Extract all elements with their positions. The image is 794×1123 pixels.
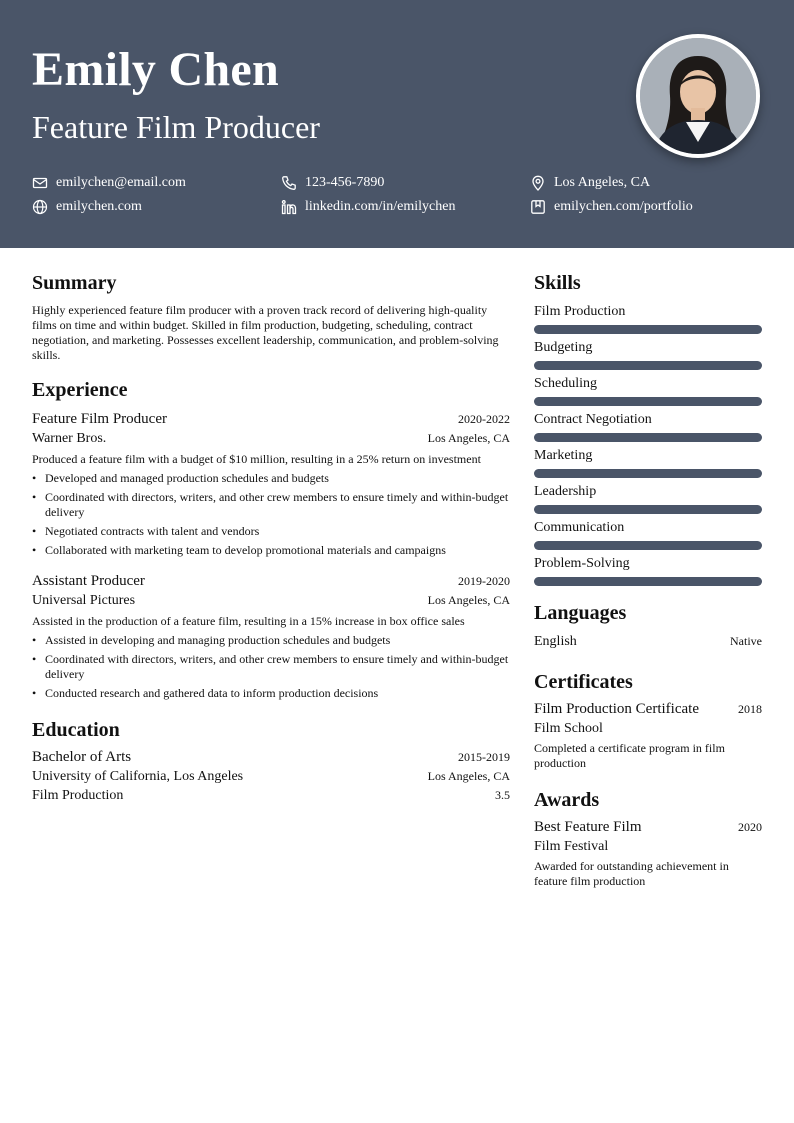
right-column [534,270,762,889]
skill-name: Scheduling [534,376,597,391]
certificate-year: 2018 [738,702,762,716]
job-entry [32,573,510,701]
contact-website[interactable] [32,199,142,215]
language-name: English [534,634,577,649]
skill-level-fill [534,325,762,334]
list-item: • Assisted in developing and managing production schedules and budgets [32,633,510,648]
list-item: • Conducted research and gathered data to inform production decisions [32,686,510,701]
skill-name: Film Production [534,304,626,319]
job-title: Feature Film Producer [32,411,167,427]
contact-portfolio-text: emilychen.com/portfolio [554,199,693,214]
education-dates: 2015-2019 [458,750,510,764]
contact-phone[interactable] [281,175,384,191]
contact-phone-text: 123-456-7890 [305,175,385,190]
skills-list [534,304,762,586]
list-item: • Developed and managed production schedules and budgets [32,471,510,486]
skill-name: Contract Negotiation [534,412,652,427]
skill-level-fill [534,361,762,370]
skill-name: Problem-Solving [534,556,630,571]
skill-level-bar [534,397,762,406]
candidate-title: Feature Film Producer [32,109,320,145]
globe-icon [32,199,48,215]
job-bullets [32,633,510,701]
skill-name: Marketing [534,448,593,463]
job-bullets [32,471,510,558]
skill-level-bar [534,505,762,514]
contact-website-text: emilychen.com [56,199,142,214]
job-company: Universal Pictures [32,593,136,608]
job-dates: 2019-2020 [458,574,510,588]
contact-location-text: Los Angeles, CA [554,175,651,190]
skill-name: Communication [534,520,625,535]
awards-heading: Awards [534,789,600,811]
education-school: University of California, Los Angeles [32,769,244,784]
certificate-description: Completed a certificate program in film production [534,741,725,770]
job-location: Los Angeles, CA [427,593,510,607]
skill-level-fill [534,469,762,478]
experience-section [32,377,510,701]
language-entry [534,634,762,650]
skill-level-fill [534,577,762,586]
education-gpa: 3.5 [495,788,510,802]
summary-heading: Summary [32,272,117,294]
certificates-heading: Certificates [534,671,633,693]
list-item: • Collaborated with marketing team to develop promotional materials and campaigns [32,543,510,558]
awards-section [534,787,762,889]
skill-level-bar [534,469,762,478]
skill-level-fill [534,541,762,550]
certificate-org: Film School [534,721,603,736]
job-entry [32,411,510,558]
summary-text: Highly experienced feature film producer with a proven track record of delivering high-quality films on time and within budget. Skilled in film production, budgeting, scheduling, contract negotiation, and marketing. Possesses excellent leadership, communication, and problem-solving skills. [32,303,499,362]
award-year: 2020 [738,820,762,834]
award-title: Best Feature Film [534,819,642,835]
left-column [32,270,510,804]
list-item: • Coordinated with directors, writers, and other crew members to ensure timely and within-budget delivery [32,652,510,682]
education-heading: Education [32,719,120,741]
portrait-photo-icon [640,38,756,154]
job-title: Assistant Producer [32,573,145,589]
certificate-title: Film Production Certificate [534,701,699,717]
skill-level-bar [534,541,762,550]
award-description: Awarded for outstanding achievement in feature film production [534,859,729,888]
job-company: Warner Bros. [32,431,107,446]
skill-name: Budgeting [534,340,593,355]
job-description: Produced a feature film with a budget of $10 million, resulting in a 25% return on investment [32,452,481,466]
languages-heading: Languages [534,602,627,624]
list-item: • Coordinated with directors, writers, and other crew members to ensure timely and within-budget delivery [32,490,510,520]
education-degree: Bachelor of Arts [32,749,132,765]
location-icon [530,175,546,191]
phone-icon [281,175,297,191]
contact-linkedin-text: linkedin.com/in/emilychen [305,199,456,214]
resume-header [0,0,794,248]
candidate-name: Emily Chen [32,43,280,96]
language-level: Native [730,634,762,648]
job-description: Assisted in the production of a feature film, resulting in a 15% increase in box office sales [32,614,465,628]
contact-email-text: emilychen@email.com [56,175,186,190]
skill-level-bar [534,325,762,334]
education-location: Los Angeles, CA [427,769,510,783]
mail-icon [32,175,48,191]
award-org: Film Festival [534,839,609,854]
skill-level-bar [534,433,762,442]
education-field: Film Production [32,788,124,803]
linkedin-icon [281,199,297,215]
portfolio-icon [530,199,546,215]
job-location: Los Angeles, CA [427,431,510,445]
skill-name: Leadership [534,484,597,499]
job-dates: 2020-2022 [458,412,510,426]
summary-section [32,270,510,363]
skills-heading: Skills [534,272,581,294]
skills-section [534,270,762,586]
list-item: • Negotiated contracts with talent and vendors [32,524,510,539]
contact-portfolio[interactable] [530,199,693,215]
skill-level-bar [534,577,762,586]
certificates-section [534,669,762,771]
contact-linkedin[interactable] [281,199,455,215]
skill-level-fill [534,397,762,406]
education-section [32,717,510,804]
contact-location [530,175,650,191]
languages-section [534,600,762,650]
skill-level-fill [534,505,762,514]
profile-photo [636,34,760,158]
contact-email[interactable] [32,175,186,191]
skill-level-bar [534,361,762,370]
skill-level-fill [534,433,762,442]
experience-heading: Experience [32,379,128,401]
